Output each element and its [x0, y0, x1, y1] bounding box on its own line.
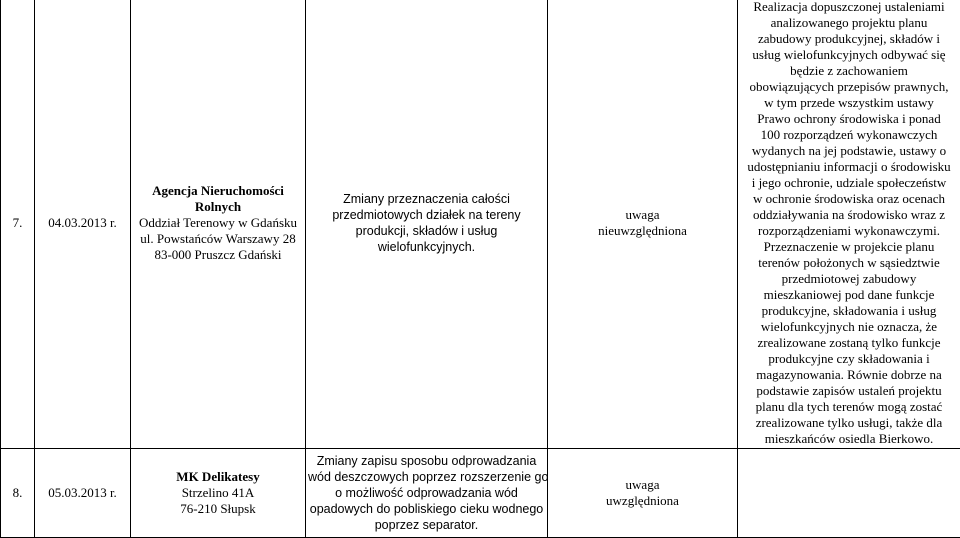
justification-line: 100 rozporządzeń wykonawczych	[740, 127, 958, 143]
justification-line: produkcyjne czy składowania i	[740, 351, 958, 367]
applicant-address: 76-210 Słupsk	[133, 501, 303, 517]
justification-line: zabudowy produkcyjnej, składów i	[740, 31, 958, 47]
justification-cell	[738, 0, 960, 449]
justification-line: Realizacja dopuszczonej ustaleniami	[740, 0, 958, 15]
content-line: Zmiany zapisu sposobu odprowadzania	[308, 453, 545, 469]
justification-line: będzie z zachowaniem	[740, 63, 958, 79]
content-line: wielofunkcyjnych.	[308, 239, 545, 255]
justification-line: magazynowania. Równie dobrze na	[740, 367, 958, 383]
justification-line: obowiązujących przepisów prawnych,	[740, 79, 958, 95]
justification-line: oddziaływania na środowisko wraz z	[740, 207, 958, 223]
content-line: o możliwość odprowadzania wód	[308, 485, 545, 501]
content-line: opadowych do pobliskiego cieku wodnego	[308, 501, 545, 517]
applicant-cell	[131, 0, 306, 449]
justification-line: analizowanego projektu planu	[740, 15, 958, 31]
justification-line: produkcyjne, składowania i usług	[740, 303, 958, 319]
justification-line: w tym przede wszystkim ustawy	[740, 95, 958, 111]
decision-cell	[548, 449, 738, 538]
content-line: przedmiotowych działek na tereny	[308, 207, 545, 223]
justification-line: w ochronie środowiska oraz ocenach	[740, 191, 958, 207]
decision-line: uwzględniona	[550, 493, 735, 509]
justification-line: mieszkaniowej pod dane funkcje	[740, 287, 958, 303]
submission-date: 04.03.2013 r.	[35, 0, 131, 449]
justification-line: usług wielofunkcyjnych odbywać się	[740, 47, 958, 63]
row-number: 7.	[1, 0, 35, 449]
content-line: wód deszczowych poprzez rozszerzenie go	[308, 469, 545, 485]
applicant-address: Strzelino 41A	[133, 485, 303, 501]
justification-line: Prawo ochrony środowiska i ponad	[740, 111, 958, 127]
justification-line: zrealizowane zostaną tylko funkcje	[740, 335, 958, 351]
table-row	[1, 449, 960, 538]
applicant-cell	[131, 449, 306, 538]
justification-line: terenów położonych w sąsiedztwie	[740, 255, 958, 271]
applicant-name: Rolnych	[133, 199, 303, 215]
submission-date: 05.03.2013 r.	[35, 449, 131, 538]
justification-line: Przeznaczenie w projekcie planu	[740, 239, 958, 255]
justification-line: udostępnianiu informacji o środowisku	[740, 159, 958, 175]
applicant-address: 83-000 Pruszcz Gdański	[133, 247, 303, 263]
applicant-address: Oddział Terenowy w Gdańsku	[133, 215, 303, 231]
justification-line: podstawie zapisów ustaleń projektu	[740, 383, 958, 399]
table-row	[1, 0, 960, 449]
comment-content	[306, 449, 548, 538]
justification-line: mieszkańców osiedla Bierkowo.	[740, 431, 958, 447]
justification-line: wydanych na jej podstawie, ustawy o	[740, 143, 958, 159]
justification-line: wielofunkcyjnych nie oznacza, że	[740, 319, 958, 335]
content-line: poprzez separator.	[308, 517, 545, 533]
comment-content	[306, 0, 548, 449]
justification-line: zrealizowane tylko usługi, także dla	[740, 415, 958, 431]
content-line: Zmiany przeznaczenia całości	[308, 191, 545, 207]
decision-line: uwaga	[550, 477, 735, 493]
decision-line: nieuwzględniona	[550, 223, 735, 239]
row-number: 8.	[1, 449, 35, 538]
content-line: produkcji, składów i usług	[308, 223, 545, 239]
justification-line: przedmiotowej zabudowy	[740, 271, 958, 287]
justification-line: rozporządzeniami wykonawczymi.	[740, 223, 958, 239]
applicant-name: MK Delikatesy	[133, 469, 303, 485]
justification-line: i jego ochronie, udziale społeczeństw	[740, 175, 958, 191]
justification-cell	[738, 449, 960, 538]
applicant-address: ul. Powstańców Warszawy 28	[133, 231, 303, 247]
decision-line: uwaga	[550, 207, 735, 223]
applicant-name: Agencja Nieruchomości	[133, 183, 303, 199]
justification-line: planu dla tych terenów mogą zostać	[740, 399, 958, 415]
decision-cell	[548, 0, 738, 449]
